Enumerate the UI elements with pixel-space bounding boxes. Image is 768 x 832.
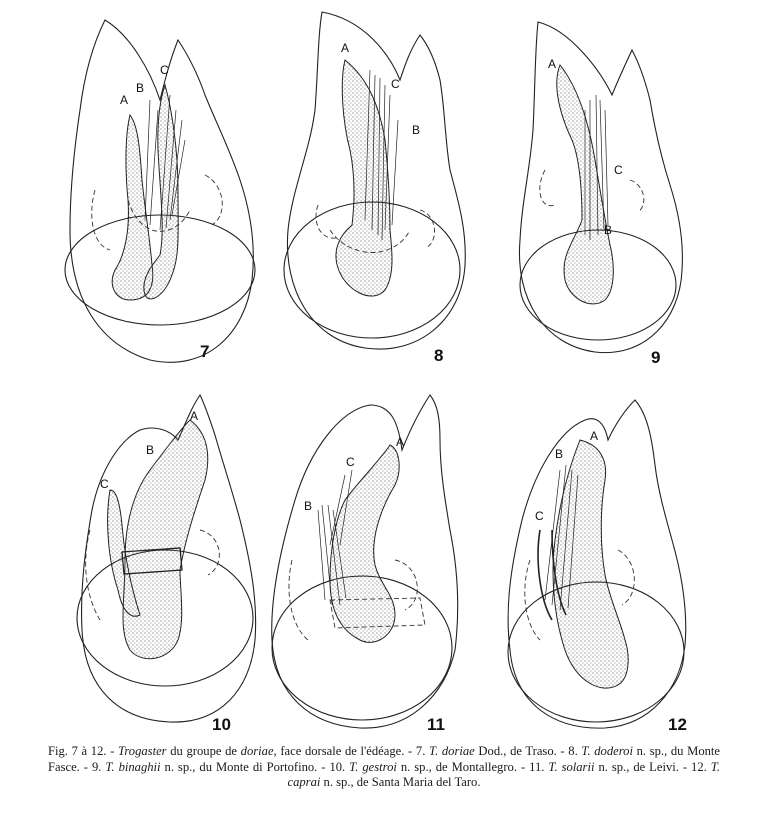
fig11-label-b: B — [304, 499, 313, 513]
fig12-label-a: A — [590, 429, 599, 443]
caption-species-doderoi: T. doderoi — [581, 744, 633, 758]
figure-12-drawing — [508, 400, 686, 728]
fig12-label-c: C — [535, 509, 544, 523]
caption-part: du groupe de — [166, 744, 241, 758]
caption-part: n. sp., de Leivi. - 12. — [594, 759, 711, 774]
fig8-label-b: B — [412, 123, 421, 137]
figure-10-number: 10 — [212, 715, 231, 734]
figure-9-drawing — [519, 22, 682, 353]
caption-part: n. sp., du Monte di Portofino. - 10. — [160, 759, 350, 774]
caption-genus: Trogaster — [118, 744, 167, 758]
fig12-label-b: B — [555, 447, 564, 461]
caption-part: n. sp., de Santa Maria del Taro. — [320, 775, 481, 789]
caption-species-doriae: T. doriae — [429, 744, 475, 758]
fig8-label-a: A — [341, 41, 350, 55]
fig11-label-c: C — [346, 455, 355, 469]
caption-part: Fig. 7 à 12. - — [48, 744, 119, 758]
caption-part: , face dorsale de l'édéage. - 7. — [273, 744, 430, 758]
caption-species-gestroi: T. gestroi — [349, 759, 397, 774]
figure-7-number: 7 — [200, 342, 210, 361]
fig9-label-b: B — [604, 223, 613, 237]
fig9-label-a: A — [548, 57, 557, 71]
caption-species-caprai: T. caprai — [287, 759, 720, 789]
figure-8-drawing — [284, 12, 465, 349]
fig11-label-a: A — [396, 435, 405, 449]
fig10-label-a: A — [190, 409, 199, 423]
figure-9-number: 9 — [651, 348, 661, 367]
caption-species-solarii: T. solarii — [548, 759, 595, 774]
fig7-label-c: C — [160, 63, 169, 77]
figure-11-number: 11 — [427, 715, 445, 734]
fig10-label-c: C — [100, 477, 109, 491]
figure-12-number: 12 — [668, 715, 687, 734]
caption-part: n. sp., de Montallegro. - 11. — [396, 759, 549, 774]
caption-part: Dod., de Traso. - 8. — [474, 744, 582, 758]
fig7-label-a: A — [120, 93, 129, 107]
fig7-label-b: B — [136, 81, 145, 95]
caption-species-binaghii: T. binaghii — [105, 759, 161, 774]
fig10-label-b: B — [146, 443, 155, 457]
fig9-label-c: C — [614, 163, 623, 177]
caption-group: doriae — [240, 744, 274, 758]
figure-10-drawing — [77, 395, 256, 722]
figure-8-number-text: 8 — [434, 346, 444, 365]
figure-caption — [48, 744, 720, 791]
figure-11-drawing — [272, 395, 458, 728]
caption-part: n. sp., du Monte Fasce. - 9. — [48, 744, 721, 774]
fig8-label-c: C — [391, 77, 400, 91]
